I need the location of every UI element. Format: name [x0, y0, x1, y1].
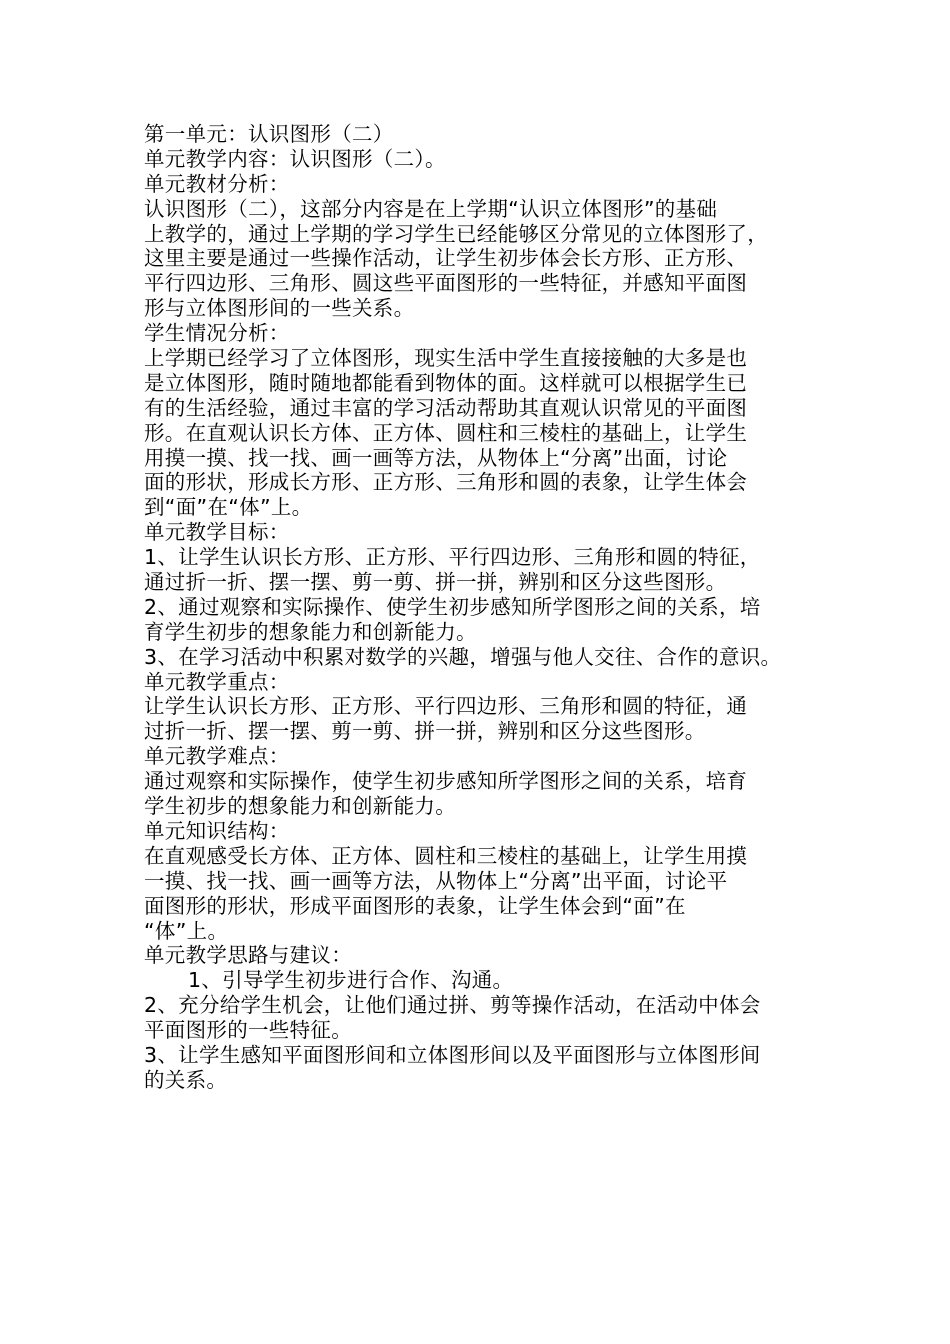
- text-line: 平行四边形、三角形、圆这些平面图形的一些特征，并感知平面图: [144, 271, 748, 296]
- text-line: 单元教学难点：: [144, 744, 290, 769]
- text-line: 这里主要是通过一些操作活动，让学生初步体会长方形、正方形、: [144, 246, 748, 271]
- text-line: 单元教材分析：: [144, 171, 290, 196]
- text-line: 2、通过观察和实际操作、使学生初步感知所学图形之间的关系，培: [144, 594, 761, 619]
- text-line: 形与立体图形间的一些关系。: [144, 296, 415, 321]
- text-line: 育学生初步的想象能力和创新能力。: [144, 619, 477, 644]
- text-line: 形。在直观认识长方体、正方体、圆柱和三棱柱的基础上，让学生: [144, 420, 748, 445]
- text-line: 2、充分给学生机会，让他们通过拼、剪等操作活动，在活动中体会: [144, 993, 761, 1018]
- text-line: 一摸、找一找、画一画等方法，从物体上“分离”出平面，讨论平: [144, 868, 728, 893]
- text-line: 通过观察和实际操作，使学生初步感知所学图形之间的关系，培育: [144, 769, 748, 794]
- text-line: 平面图形的一些特征。: [144, 1018, 352, 1043]
- text-line: 面的形状，形成长方形、正方形、三角形和圆的表象，让学生体会: [144, 470, 748, 495]
- text-line: 单元知识结构：: [144, 818, 290, 843]
- text-line: 1、让学生认识长方形、正方形、平行四边形、三角形和圆的特征，: [144, 545, 761, 570]
- text-line: 1、引导学生初步进行合作、沟通。: [188, 968, 514, 993]
- text-line: 学生初步的想象能力和创新能力。: [144, 794, 456, 819]
- text-line: 单元教学重点：: [144, 669, 290, 694]
- document-body: [144, 122, 824, 1093]
- text-line: 过折一折、摆一摆、剪一剪、拼一拼，辨别和区分这些图形。: [144, 719, 706, 744]
- text-line: 3、让学生感知平面图形间和立体图形间以及平面图形与立体图形间: [144, 1042, 761, 1067]
- text-line: 学生情况分析：: [144, 321, 290, 346]
- text-line: 到“面”在“体”上。: [144, 495, 313, 520]
- text-line: 面图形的形状，形成平面图形的表象，让学生体会到“面”在: [144, 893, 686, 918]
- text-line: 在直观感受长方体、正方体、圆柱和三棱柱的基础上，让学生用摸: [144, 843, 748, 868]
- text-line: 单元教学思路与建议：: [144, 943, 352, 968]
- text-line: 上教学的，通过上学期的学习学生已经能够区分常见的立体图形了，: [144, 221, 768, 246]
- text-line: 让学生认识长方形、正方形、平行四边形、三角形和圆的特征，通: [144, 694, 748, 719]
- text-line: 用摸一摸、找一找、画一画等方法，从物体上“分离”出面，讨论: [144, 445, 728, 470]
- text-line: 单元教学目标：: [144, 520, 290, 545]
- text-line: 认识图形（二），这部分内容是在上学期“认识立体图形”的基础: [144, 196, 718, 221]
- text-line: 单元教学内容：认识图形（二）。: [144, 146, 446, 171]
- text-line: “体”上。: [144, 918, 229, 943]
- text-line: 是立体图形，随时随地都能看到物体的面。这样就可以根据学生已: [144, 370, 748, 395]
- text-line: 3、在学习活动中积累对数学的兴趣，增强与他人交往、合作的意识。: [144, 644, 782, 669]
- text-line: 有的生活经验，通过丰富的学习活动帮助其直观认识常见的平面图: [144, 395, 748, 420]
- text-line: 上学期已经学习了立体图形，现实生活中学生直接接触的大多是也: [144, 346, 748, 371]
- text-line: 通过折一折、摆一摆、剪一剪、拼一拼，辨别和区分这些图形。: [144, 570, 727, 595]
- text-line: 第一单元：认识图形（二）: [144, 122, 394, 146]
- text-line: 的关系。: [144, 1067, 228, 1092]
